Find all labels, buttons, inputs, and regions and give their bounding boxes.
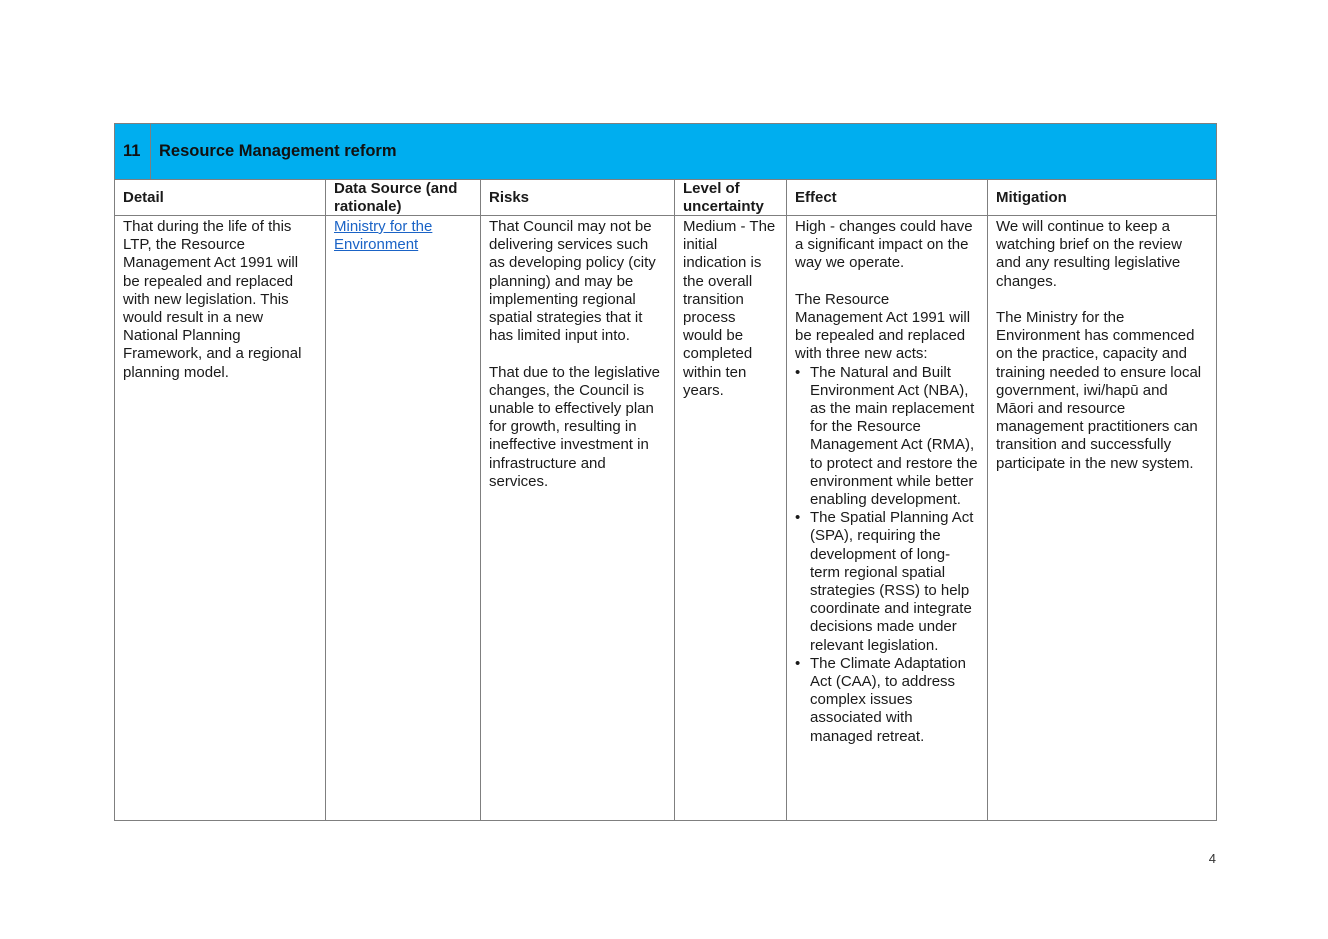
risk-text: That due to the legislative changes, the Council is unable to effectively plan for growth, resulting in ineffective investment in infrastructure and services. [489, 363, 660, 490]
header-effect: Effect [787, 180, 988, 216]
detail-text: That during the life of this LTP, the Resource Management Act 1991 will be repealed and replaced with new legislation. This would result in a new National Planning Framework, and a regional planning model. [123, 218, 302, 381]
header-data-source: Data Source (and rationale) [326, 180, 481, 216]
header-detail: Detail [115, 180, 326, 216]
risk-table [114, 123, 1217, 821]
header-risks: Risks [481, 180, 675, 216]
item-number: 11 [115, 124, 151, 180]
mitigation-cell [988, 216, 1217, 821]
uncertainty-cell [675, 216, 787, 821]
acts-list [795, 364, 979, 746]
ministry-link[interactable]: Ministry for the Environment [334, 218, 433, 254]
data-source-cell [326, 216, 481, 821]
table-header-row [115, 180, 1217, 216]
detail-cell [115, 216, 326, 821]
list-item: • The Spatial Planning Act (SPA), requiring the development of long-term regional spatial strategies (RSS) to help coordinate and integrate decisions made under relevant legislation. [810, 509, 979, 655]
list-item: • The Natural and Built Environment Act (NBA), as the main replacement for the Resource Management Act (RMA), to protect and restore the environment while better enabling development. [810, 364, 979, 510]
header-mitigation: Mitigation [988, 180, 1217, 216]
mitigation-text: We will continue to keep a watching brief on the review and any resulting legislative changes. [996, 218, 1182, 290]
table-title-row [115, 124, 1217, 180]
mitigation-text: The Ministry for the Environment has commenced on the practice, capacity and training needed to ensure local government, iwi/hapū and Māori and resource management practitioners can transition and successfully participate in the new system. [996, 309, 1202, 472]
table-title: Resource Management reform [151, 124, 1217, 180]
table-row [115, 216, 1217, 821]
page-number: 4 [1208, 851, 1216, 866]
risk-text: That Council may not be delivering services such as developing policy (city planning) and may be implementing regional spatial strategies that it has limited input into. [489, 218, 656, 345]
header-uncertainty: Level of uncertainty [675, 180, 787, 216]
uncertainty-text: Medium - The initial indication is the overall transition process would be completed within ten years. [683, 218, 776, 399]
risks-cell [481, 216, 675, 821]
list-item: • The Climate Adaptation Act (CAA), to address complex issues associated with managed retreat. [810, 655, 979, 746]
effect-lead: The Resource Management Act 1991 will be repealed and replaced with three new acts: [795, 290, 971, 363]
effect-cell [787, 216, 988, 821]
effect-intro: High - changes could have a significant impact on the way we operate. [795, 218, 973, 272]
